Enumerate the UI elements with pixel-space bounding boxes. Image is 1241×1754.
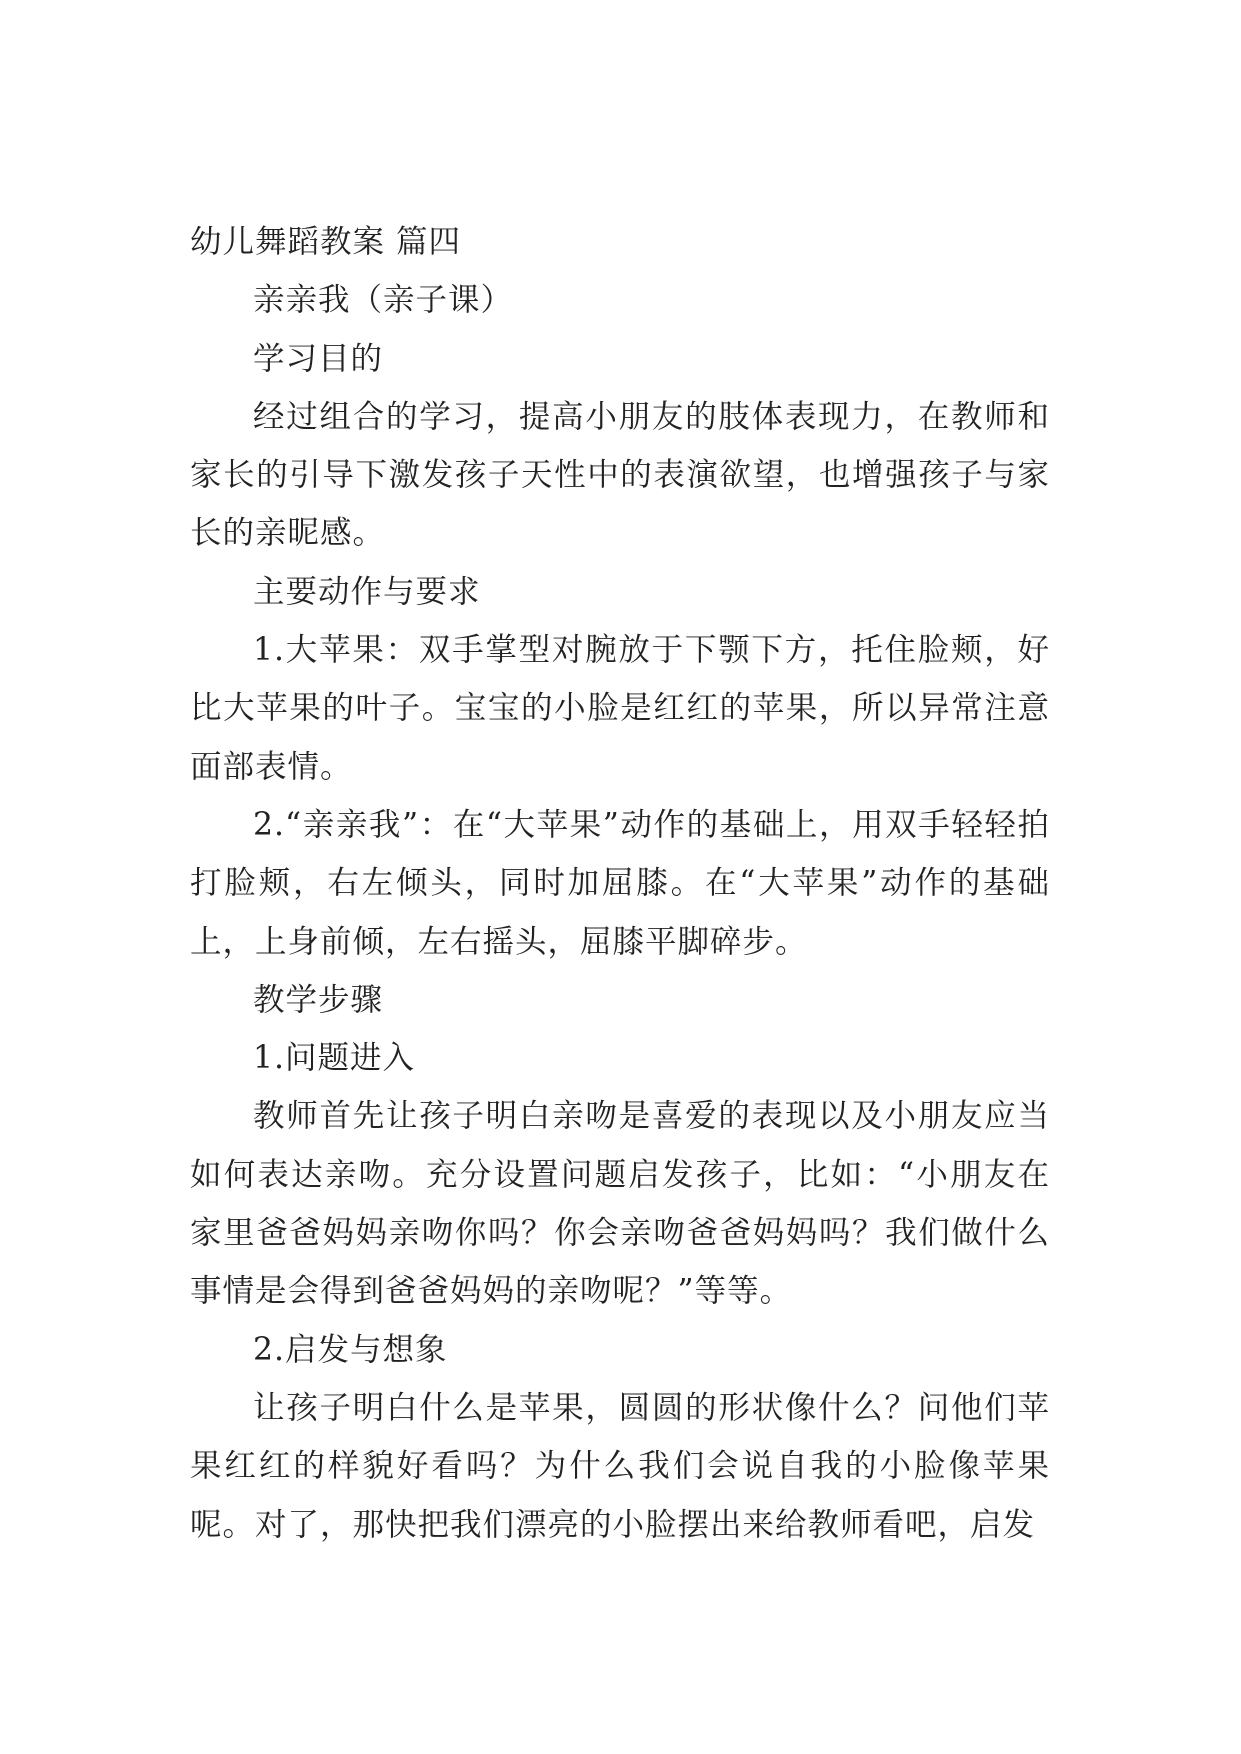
section-heading-steps: 教学步骤 [253, 981, 384, 1018]
paragraph-movement-1: 1.大苹果：双手掌型对腕放于下颚下方，托住脸颊，好比大苹果的叶子。宝宝的小脸是红红的苹果，所以异常注意面部表情。 [190, 632, 1050, 785]
document-body [190, 213, 1050, 1554]
document-title: 幼儿舞蹈教案 篇四 [190, 224, 462, 260]
subheading-step-2: 2.启发与想象 [253, 1331, 448, 1368]
paragraph-step-2: 让孩子明白什么是苹果，圆圆的形状像什么？问他们苹果红红的样貌好看吗？为什么我们会说自我的小脸像苹果呢。对了，那快把我们漂亮的小脸摆出来给教师看吧，启发 [190, 1389, 1050, 1543]
section-heading-goals: 学习目的 [253, 340, 384, 377]
section-heading-movements: 主要动作与要求 [253, 573, 481, 610]
paragraph-movement-2: 2.“亲亲我”：在“大苹果”动作的基础上，用双手轻轻拍打脸颊，右左倾头，同时加屈膝。在“大苹果”动作的基础上，上身前倾，左右摇头，屈膝平脚碎步。 [190, 806, 1050, 960]
lesson-title: 亲亲我（亲子课） [253, 282, 514, 319]
paragraph-step-1: 教师首先让孩子明白亲吻是喜爱的表现以及小朋友应当如何表达亲吻。充分设置问题启发孩子，比如：“小朋友在家里爸爸妈妈亲吻你吗？你会亲吻爸爸妈妈吗？我们做什么事情是会得到爸爸妈妈的亲吻呢？”等等。 [190, 1098, 1050, 1310]
subheading-step-1: 1.问题进入 [253, 1040, 416, 1077]
paragraph-goals: 经过组合的学习，提高小朋友的肢体表现力，在教师和家长的引导下激发孩子天性中的表演欲望，也增强孩子与家长的亲昵感。 [190, 398, 1050, 552]
